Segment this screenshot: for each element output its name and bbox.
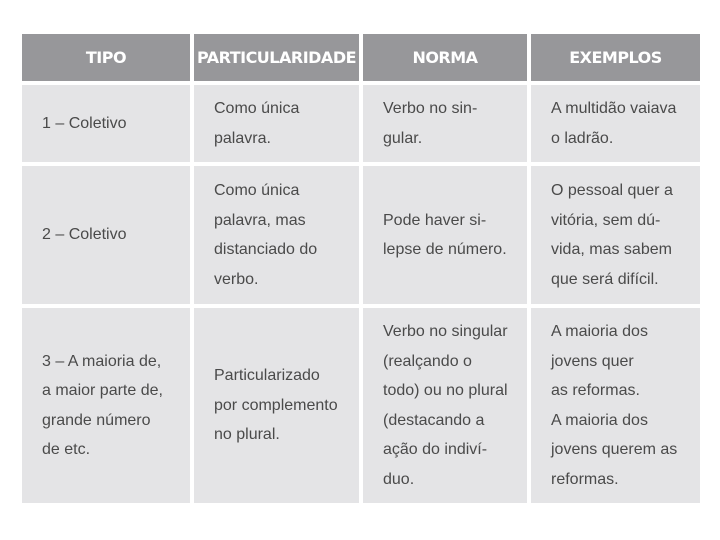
cell-line: (destacando a bbox=[383, 411, 485, 429]
cell-line: O pessoal quer a bbox=[551, 182, 673, 199]
cell-line: Verbo no sin- bbox=[383, 100, 478, 117]
cell-line: gular. bbox=[383, 129, 423, 147]
cell-line: vitória, sem dú- bbox=[551, 211, 661, 229]
row1-exemplos-cell bbox=[531, 85, 700, 162]
cell-line: Particularizado bbox=[214, 367, 320, 385]
cell-line: palavra, mas bbox=[214, 211, 306, 229]
cell-line: A maioria dos bbox=[551, 323, 648, 340]
cell-line: Verbo no singular bbox=[383, 323, 508, 340]
header-exemplos: EXEMPLOS bbox=[531, 34, 700, 81]
cell-line: ação do indiví- bbox=[383, 441, 488, 458]
cell-line: 1 – Coletivo bbox=[42, 114, 127, 132]
row3-norma-cell bbox=[363, 308, 527, 503]
cell-line: Pode haver si- bbox=[383, 211, 487, 229]
cell-line: as reformas. bbox=[551, 382, 640, 399]
cell-line: Como única bbox=[214, 182, 300, 199]
cell-line: 3 – A maioria de, bbox=[42, 352, 162, 370]
cell-line: Como única bbox=[214, 100, 300, 117]
concordance-table bbox=[22, 34, 700, 503]
cell-line: todo) ou no plural bbox=[383, 382, 508, 399]
cell-line: vida, mas sabem bbox=[551, 241, 672, 258]
row2-exemplos-cell bbox=[531, 166, 700, 304]
cell-line: A maioria dos bbox=[551, 411, 648, 429]
row2-norma-cell bbox=[363, 166, 527, 304]
cell-line: lepse de número. bbox=[383, 241, 507, 258]
row2-particularidade-cell bbox=[194, 166, 359, 304]
cell-line: A multidão vaiava bbox=[551, 100, 677, 117]
row3-tipo-cell bbox=[22, 308, 190, 503]
cell-line: verbo. bbox=[214, 270, 259, 288]
cell-line: de etc. bbox=[42, 441, 91, 458]
cell-line: por complemento bbox=[214, 396, 338, 414]
cell-line: reformas. bbox=[551, 470, 619, 488]
cell-line: palavra. bbox=[214, 129, 271, 147]
row2-tipo-cell bbox=[22, 166, 190, 304]
row1-particularidade-cell bbox=[194, 85, 359, 162]
row3-particularidade-cell bbox=[194, 308, 359, 503]
cell-line: (realçando o bbox=[383, 352, 472, 370]
header-particularidade: PARTICULARIDADE bbox=[194, 34, 359, 81]
cell-line: jovens querem as bbox=[551, 441, 678, 458]
row3-exemplos-cell bbox=[531, 308, 700, 503]
row1-norma-cell bbox=[363, 85, 527, 162]
cell-line: duo. bbox=[383, 470, 415, 488]
header-tipo: TIPO bbox=[22, 34, 190, 81]
cell-line: 2 – Coletivo bbox=[42, 226, 127, 244]
cell-line: grande número bbox=[42, 411, 151, 429]
cell-line: no plural. bbox=[214, 426, 280, 444]
cell-line: que será difícil. bbox=[551, 270, 659, 288]
row1-tipo-cell bbox=[22, 85, 190, 162]
cell-line: distanciado do bbox=[214, 241, 318, 258]
cell-line: a maior parte de, bbox=[42, 382, 163, 399]
header-norma: NORMA bbox=[363, 34, 527, 81]
cell-line: o ladrão. bbox=[551, 129, 614, 147]
cell-line: jovens quer bbox=[551, 352, 634, 370]
